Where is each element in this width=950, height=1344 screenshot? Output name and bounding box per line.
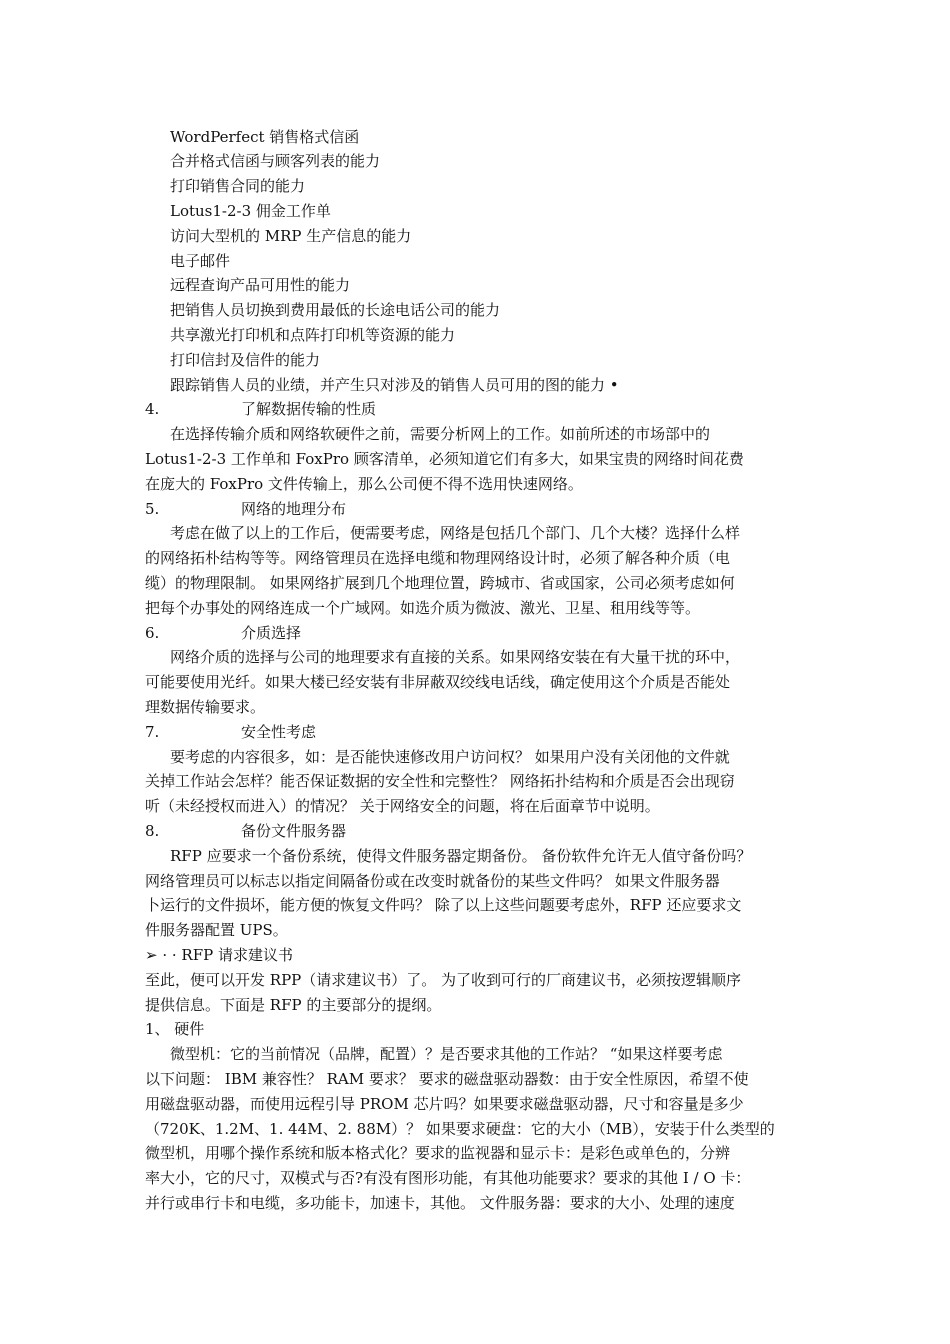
list-item: 合并格式信函与顾客列表的能力: [170, 152, 381, 171]
paragraph-line: 关掉工作站会怎样？能否保证数据的安全性和完整性？ 网络拓扑结构和介质是否会出现窃: [145, 772, 735, 791]
subsection-heading: 1、 硬件: [145, 1020, 205, 1039]
list-item: 跟踪销售人员的业绩，并产生只对涉及的销售人员可用的图的能力 •: [170, 375, 619, 394]
paragraph-line: 网络管理员可以标志以指定间隔备份或在改变时就备份的某些文件吗？ 如果文件服务器: [145, 871, 720, 890]
section-number: 6.: [145, 623, 160, 642]
section-title: 安全性考虑: [241, 722, 317, 741]
paragraph-line: 件服务器配置 UPS。: [145, 921, 288, 940]
section-number: 7.: [145, 722, 160, 741]
list-item: 打印销售合同的能力: [170, 177, 306, 196]
paragraph-line: 用磁盘驱动器，而使用远程引导 PROM 芯片吗？如果要求磁盘驱动器，尺寸和容量是多少: [145, 1094, 744, 1113]
paragraph-line: 网络介质的选择与公司的地理要求有直接的关系。如果网络安装在有大量干扰的环中，: [170, 648, 741, 667]
paragraph-line: 把每个办事处的网络连成一个广域网。如选介质为微波、激光、卫星、租用线等等。: [145, 598, 701, 617]
section-heading: [145, 497, 810, 522]
list-item: WordPerfect 销售格式信函: [170, 127, 360, 146]
list-item: Lotus1-2-3 佣金工作单: [170, 201, 331, 220]
section-number: 5.: [145, 499, 160, 518]
paragraph-line: 要考虑的内容很多，如：是否能快速修改用户访问权？ 如果用户没有关闭他的文件就: [170, 747, 730, 766]
paragraph-line: 以下问题： IBM 兼容性？ RAM 要求？ 要求的磁盘驱动器数：由于安全性原因，希望不使: [145, 1069, 749, 1088]
section-number: 4.: [145, 400, 160, 419]
section-heading: [145, 720, 810, 745]
paragraph-line: 的网络拓朴结构等等。网络管理员在选择电缆和物理网络设计时，必须了解各种介质（电: [145, 549, 731, 568]
paragraph-line: Lotus1-2-3 工作单和 FoxPro 顾客清单，必须知道它们有多大，如果宝贵的网络时间花费: [145, 449, 744, 468]
paragraph-line: 至此，便可以开发 RPP（请求建议书）了。 为了收到可行的厂商建议书，必须按逻辑顺序: [145, 970, 742, 989]
list-item: 电子邮件: [170, 251, 231, 270]
paragraph-line: 可能要使用光纤。如果大楼已经安装有非屏蔽双绞线电话线，确定使用这个介质是否能处: [145, 673, 731, 692]
section-heading: [145, 397, 810, 422]
bullet-heading: ➢ · · RFP 请求建议书: [145, 945, 293, 964]
list-item: 远程查询产品可用性的能力: [170, 276, 351, 295]
list-item: 共享激光打印机和点阵打印机等资源的能力: [170, 325, 456, 344]
section-title: 了解数据传输的性质: [241, 400, 377, 419]
section-title: 介质选择: [241, 623, 302, 642]
paragraph-line: 微型机：它的当前情况（品牌，配置）？是否要求其他的工作站？ “如果这样要考虑: [170, 1045, 723, 1064]
section-title: 网络的地理分布: [241, 499, 347, 518]
paragraph-line: 率大小，它的尺寸，双模式与否?有没有图形功能，有其他功能要求？要求的其他 I / O 卡：: [145, 1169, 751, 1188]
section-heading: [145, 819, 810, 844]
paragraph-line: 并行或串行卡和电缆，多功能卡，加速卡，其他。 文件服务器：要求的大小、处理的速度: [145, 1193, 735, 1212]
paragraph-line: 缆）的物理限制。 如果网络扩展到几个地理位置，跨城市、省或国家，公司必须考虑如何: [145, 573, 735, 592]
paragraph-line: 微型机，用哪个操作系统和版本格式化？要求的监视器和显示卡：是彩色或单色的，分辨: [145, 1144, 731, 1163]
paragraph-line: RFP 应要求一个备份系统，使得文件服务器定期备份。 备份软件允许无人值守备份吗？: [170, 846, 752, 865]
paragraph-line: 在选择传输介质和网络软硬件之前，需要分析网上的工作。如前所述的市场部中的: [170, 425, 711, 444]
list-item: 打印信封及信件的能力: [170, 350, 321, 369]
paragraph-line: 在庞大的 FoxPro 文件传输上，那么公司便不得不选用快速网络。: [145, 474, 583, 493]
section-heading: [145, 621, 810, 646]
paragraph-line: 卜运行的文件损坏，能方便的恢复文件吗？ 除了以上这些问题要考虑外，RFP 还应要求文: [145, 896, 742, 915]
paragraph-line: （720K、1.2M、1. 44M、2. 88M）？ 如果要求硬盘：它的大小（MB），安装于什么类型的: [145, 1119, 775, 1138]
paragraph-line: 考虑在做了以上的工作后，便需要考虑，网络是包括几个部门、几个大楼？选择什么样: [170, 524, 741, 543]
paragraph-line: 听（未经授权而进入）的情况？ 关于网络安全的问题，将在后面章节中说明。: [145, 797, 660, 816]
list-item: 访问大型机的 MRP 生产信息的能力: [170, 226, 412, 245]
section-number: 8.: [145, 821, 160, 840]
paragraph-line: 提供信息。下面是 RFP 的主要部分的提纲。: [145, 995, 442, 1014]
list-item: 把销售人员切换到费用最低的长途电话公司的能力: [170, 301, 501, 320]
paragraph-line: 理数据传输要求。: [145, 697, 266, 716]
section-title: 备份文件服务器: [241, 821, 347, 840]
